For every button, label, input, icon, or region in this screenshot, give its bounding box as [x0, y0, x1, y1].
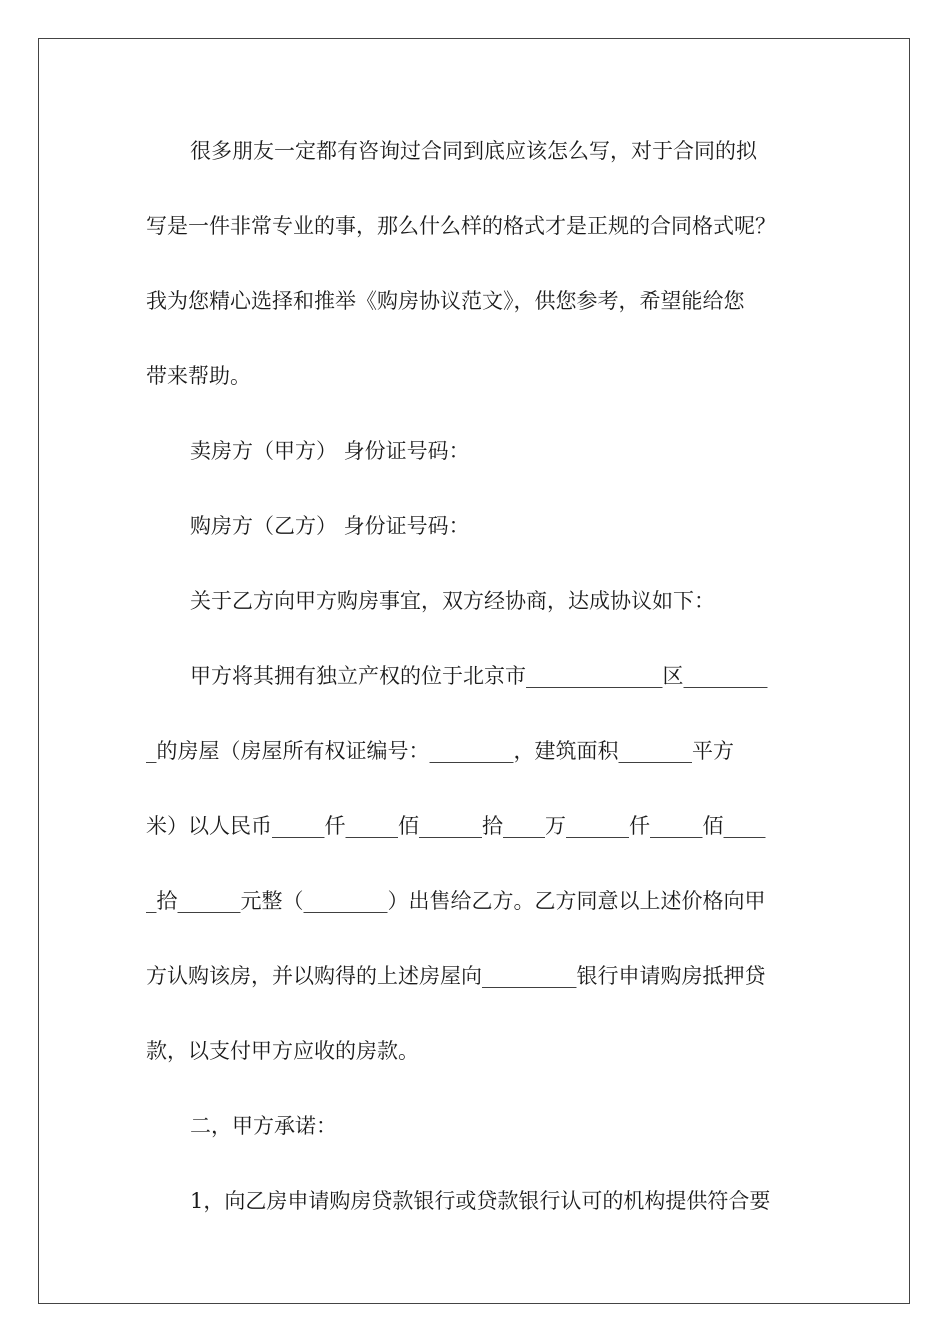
- clause-1-line-1: 甲方将其拥有独立产权的位于北京市_____________区________: [190, 664, 768, 688]
- section-2-heading: 二，甲方承诺：: [190, 1114, 337, 1138]
- clause-1-line-4: _拾______元整（________）出售给乙方。乙方同意以上述价格向甲: [146, 889, 766, 913]
- paragraph-intro-line-4: 带来帮助。: [146, 364, 251, 388]
- clause-1-line-2: _的房屋（房屋所有权证编号：________，建筑面积_______平方: [146, 739, 734, 763]
- paragraph-intro-line-2: 写是一件非常专业的事，那么什么样的格式才是正规的合同格式呢？: [146, 214, 776, 238]
- clause-1-line-6: 款，以支付甲方应收的房款。: [146, 1039, 419, 1063]
- clause-1-line-3: 米）以人民币_____仟_____佰______拾____万______仟_____佰____: [146, 814, 766, 838]
- paragraph-intro-line-1: 很多朋友一定都有咨询过合同到底应该怎么写，对于合同的拟: [190, 139, 757, 163]
- seller-line: 卖房方（甲方） 身份证号码：: [190, 439, 470, 463]
- agreement-intro: 关于乙方向甲方购房事宜，双方经协商，达成协议如下：: [190, 589, 715, 613]
- clause-1-line-5: 方认购该房，并以购得的上述房屋向_________银行申请购房抵押贷: [146, 964, 766, 988]
- section-2-item-1: 1，向乙房申请购房贷款银行或贷款银行认可的机构提供符合要: [190, 1189, 771, 1213]
- buyer-line: 购房方（乙方） 身份证号码：: [190, 514, 470, 538]
- paragraph-intro-line-3: 我为您精心选择和推举《购房协议范文》，供您参考，希望能给您: [146, 289, 745, 313]
